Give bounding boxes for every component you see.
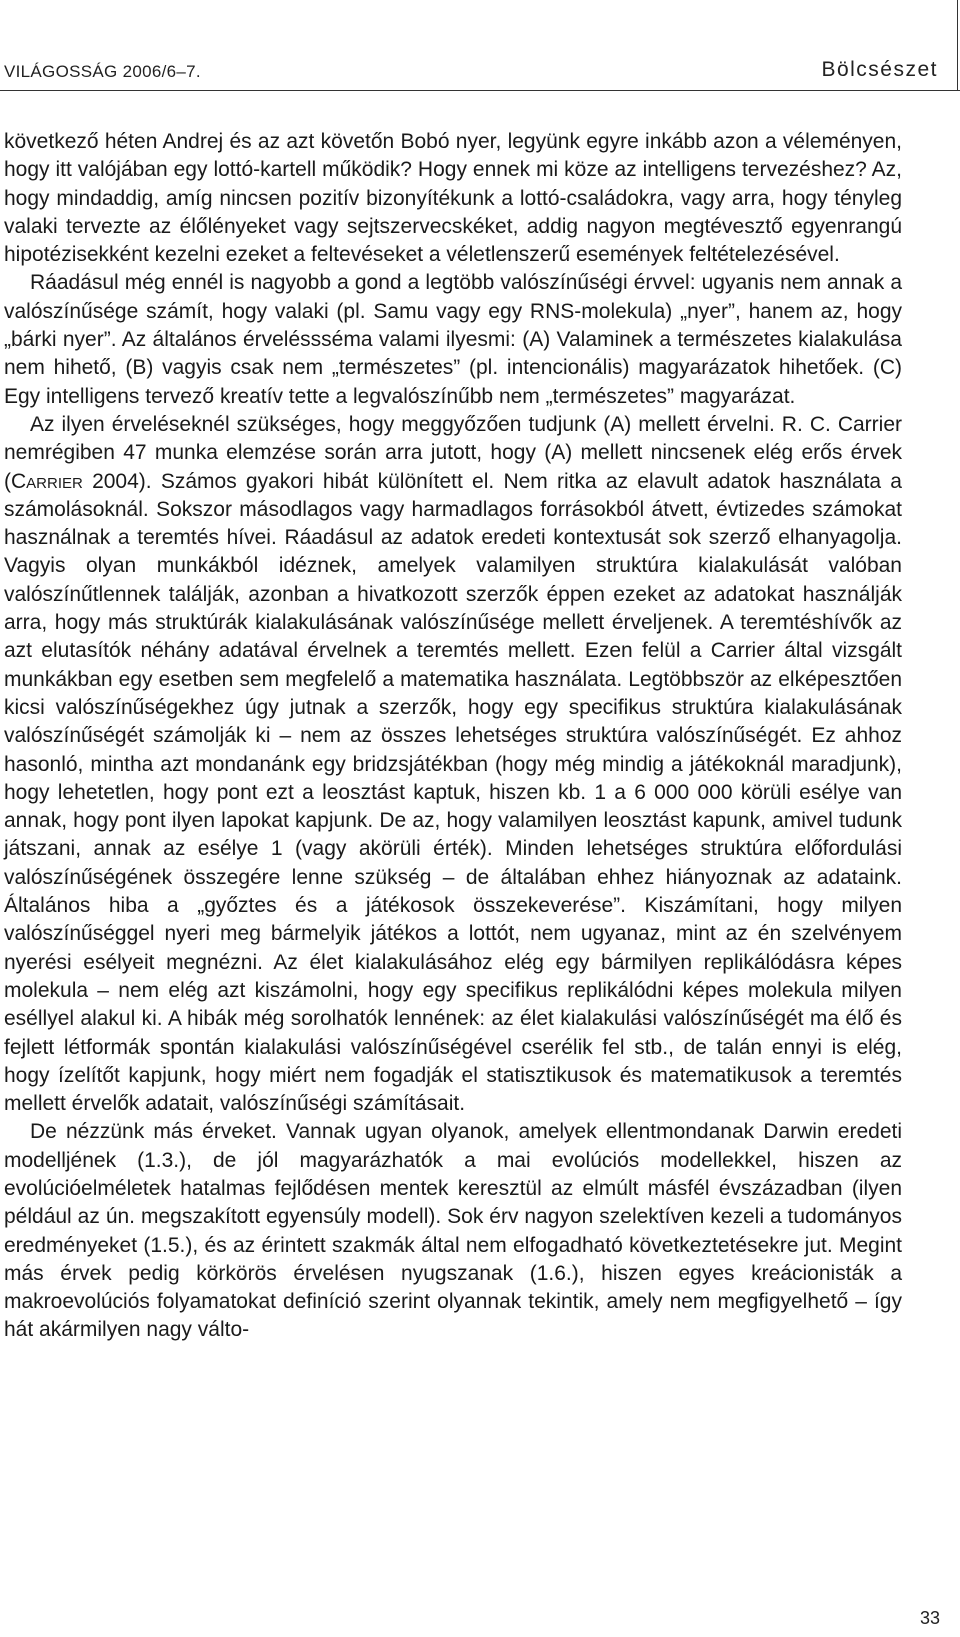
section-header: Bölcsészet bbox=[821, 58, 938, 81]
article-body bbox=[4, 128, 902, 1345]
paragraph-3-text-a: Az ilyen érveléseknél szükséges, hogy meggyőzően tudjunk (A) mellett érvelni. R. C. Carrier nemrégiben 47 munka elemzése során arra jutott, hogy (A) mellett nincsenek elég erős érvek ( bbox=[4, 412, 902, 493]
paragraph-4: De nézzünk más érveket. Vannak ugyan olyanok, amelyek ellentmondanak Darwin eredeti modelljének (1.3.), de jól magyarázhatók a mai evolúciós modellekkel, hiszen az evolúcióelméletek hatalmas fejlődésen mentek keresztül az elmúlt másfél évszázadban (ilyen például az ún. megszakított egyensúly modell). Sok érv nagyon szelektíven kezeli a tudományos eredményeket (1.5.), és az érintett szakmák által nem elfogadható következtetésekre jut. Megint más érvek pedig körkörös érvelésen nyugszanak (1.6.), hiszen egyes kreácionisták a makroevolúciós folyamatokat definíció szerint olyannak tekintik, amely nem megfigyelhető – így hát akármilyen nagy válto- bbox=[4, 1120, 902, 1342]
header-corner-rule bbox=[957, 0, 958, 91]
header-rule bbox=[0, 90, 960, 91]
paragraph-3 bbox=[4, 411, 902, 1118]
paragraph-2: Ráadásul még ennél is nagyobb a gond a legtöbb valószínűségi érvvel: ugyanis nem annak a valószínűsége számít, hogy valaki (pl. Samu vagy egy RNS-molekula) „nyer”, hanem az, hogy „bárki nyer”. Az általános érveléssséma valami ilyesmi: (A) Valaminek a természetes kialakulása nem hihető, (B) vagyis csak nem „természetes” (pl. intencionális) magyarázatok hihetőek. (C) Egy intelligens tervező kreatív tette a legvalószínűbb nem „természetes” magyarázat. bbox=[4, 271, 902, 408]
page-number: 33 bbox=[919, 1608, 940, 1628]
paragraph-1: következő héten Andrej és az azt követőn Bobó nyer, legyünk egyre inkább azon a véleményen, hogy itt valójában egy lottó-kartell működik? Hogy ennek mi köze az intelligens tervezéshez? Az, hogy mindaddig, amíg nincsen pozitív bizonyítékunk a lottó-családokra, vagy arra, hogy tényleg valaki tervezte az élőlényeket vagy sejtszervecskéket, addig nagyon megtévesztő egyenrangú hipotézisekként kezelni ezeket a feltevéseket a véletlenszerű események feltételezésével. bbox=[4, 130, 902, 267]
paragraph-3-text-b: 2004). Számos gyakori hibát különített el. Nem ritka az elavult adatok használata a számolásoknál. Sokszor másodlagos vagy harmadlagos forrásokból átvett, évtizedes számokat használnak a teremtés hívei. Ráadásul az adatok eredeti kontextusát sok szerző elhanyagolja. Vagyis olyan munkákból idéznek, amelyek valamilyen struktúra kialakulását valóban valószínűtlennek találják, azonban a hivatkozott szerzők éppen ezeket az adatokat használják arra, hogy más struktúrák kialakulásának valószínűsége mellett érveljenek. A teremtéshívők az azt elutasítók néhány adatával érvelnek a teremtés mellett. Ezen felül a Carrier által vizsgált munkákban egy esetben sem megfelelő a matematika használata. Legtöbbször az elképesztően kicsi valószínűségekhez úgy jutnak a szerzők, hogy egy specifikus struktúra kialakulásának valószínűségét számolják ki – nem az összes lehetséges struktúra valószínűségét. Ez ahhoz hasonló, mintha azt mondanánk egy bridzsjátékban (hogy még mindig a játékoknál maradjunk), hogy lehetetlen, hogy pont ezt a leosztást kaptuk, hiszen kb. 1 a 6 000 000 körüli esélye van annak, hogy pont ilyen lapokat kapjunk. De az, hogy valamilyen leosztást kapunk, amivel tudunk játszani, annak az esélye 1 (vagy akörüli érték). Minden lehetséges struktúra előfordulási valószínűségének összegére lenne szükség – de általában ehhez hiányoznak az adataink. Általános hiba a „győztes és a játékosok összekeverése”. Kiszámítani, hogy milyen valószínűséggel nyeri meg bármelyik játékos a lottót, nem ugyanaz, mint az én szelvényem nyerési esélyeit megnézni. Az élet kialakulásához elég egy bármilyen replikálódásra képes molekula – nem elég azt kiszámolni, hogy egy specifikus replikálódni képes molekula milyen eséllyel alakul ki. A hibák még sorolhatók lennének: az élet kialakulási valószínűségét ma élő és fejlett létformák spontán kialakulási valószínűségével cserélik fel stb., de talán ennyi is elég, hogy ízelítőt kapjunk, hogy miért nem fogadják el statisztikusok és matematikusok a teremtés mellett érvelők adatait, valószínűségi számításait. bbox=[4, 469, 902, 1116]
journal-header: VILÁGOSSÁG 2006/6–7. bbox=[4, 62, 201, 81]
citation-author: Carrier bbox=[11, 469, 83, 493]
